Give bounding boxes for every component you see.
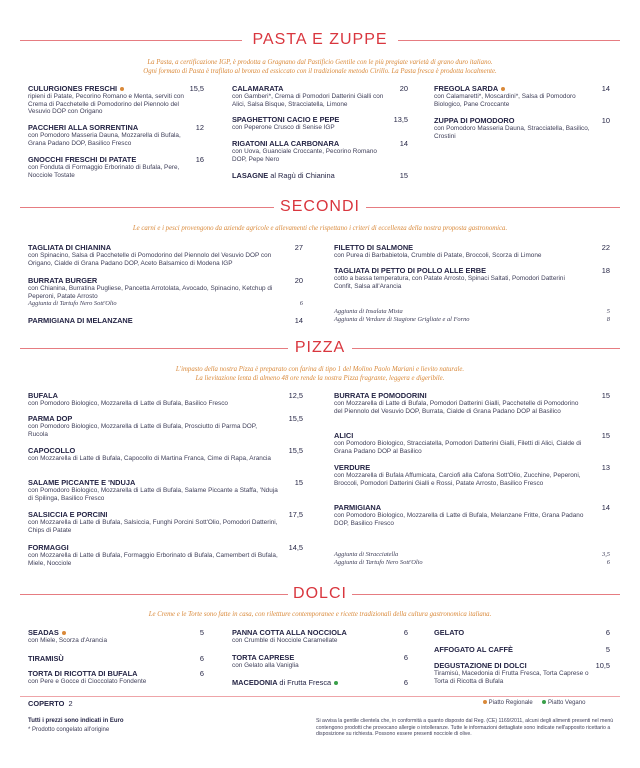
item-price: 14 <box>399 139 408 148</box>
item-name: TAGLIATA DI CHIANINA <box>28 243 112 252</box>
menu-item <box>232 115 392 132</box>
item-price: 5 <box>605 645 610 654</box>
item-price: 16 <box>195 155 204 164</box>
item-price: 27 <box>294 243 303 252</box>
allergen-note: Si avvisa la gentile clientela che, in conformità a quanto disposto dal Reg. (CE) 1169/2011, alcuni degli alimenti presenti nel menù contengono prodotti che provocano allergie o intolleranze. Tutte le informazioni dettagliate sono indicate nell'apposito ricettario a disposizione su richiesta. Possono essere presenti nocciole di olive. <box>316 718 614 738</box>
item-name: RIGATONI ALLA CARBONARA <box>232 139 340 148</box>
item-description: ripieni di Patate, Pecorino Romano e Menta, serviti con Crema di Pacchetelle di Pomodorino del Piennolo del Vesuvio DOP con Origano <box>28 93 184 116</box>
menu-item <box>28 123 188 147</box>
item-description: con Peperone Crusco di Senise IGP <box>232 124 335 131</box>
divider-line <box>366 207 620 208</box>
section-intro-secondi: Le carni e i pesci provengono da aziende agricole e allevamenti che rispettano i criteri di eccellenza della nostra proposta gastronomica. <box>132 225 508 232</box>
intro-line: L'impasto della nostra Pizza è preparato con farina di tipo 1 del Molino Paolo Mariani e lievito naturale. <box>175 366 465 373</box>
coperto-price: 2 <box>68 699 73 708</box>
legend-regional-label: Piatto Regionale <box>488 700 533 706</box>
item-price: 6 <box>403 653 408 662</box>
item-name: SPAGHETTONI CACIO E PEPE <box>232 115 340 124</box>
item-name: FREGOLA SARDA <box>434 84 499 93</box>
item-name: CALAMARATA <box>232 84 284 93</box>
item-price: 20 <box>294 276 303 285</box>
item-name: LASAGNE <box>232 171 269 180</box>
menu-item <box>28 654 178 663</box>
item-price: 15 <box>294 478 303 487</box>
section-header-dolci <box>0 585 640 603</box>
legend-vegan-label: Piatto Vegano <box>548 700 586 706</box>
divider-line <box>398 40 620 41</box>
menu-item <box>28 243 278 267</box>
item-price: 15 <box>601 431 610 440</box>
section-title-secondi: SECONDI <box>280 198 360 215</box>
menu-item <box>28 84 188 116</box>
extra-price: 5 <box>606 308 610 315</box>
item-price: 20 <box>399 84 408 93</box>
item-price: 6 <box>199 654 204 663</box>
intro-line: Ogni formato di Pasta è trafilato al bronzo ed essiccato con il tradizionale metodo Cirillo. La Pasta fresca è prodotta localmente. <box>143 68 497 75</box>
frozen-note: * Prodotto congelato all'origine <box>28 727 110 733</box>
section-title-pasta: PASTA E ZUPPE <box>252 31 388 48</box>
item-description: con Uova, Guanciale Croccante, Pecorino Romano DOP, Pepe Nero <box>232 148 377 163</box>
extra-addon: Aggiunta di Stracciatella <box>334 551 399 558</box>
item-price: 10 <box>601 116 610 125</box>
section-header-pizza <box>0 339 640 357</box>
item-name-suffix: di Frutta Fresca <box>279 678 332 687</box>
item-description: con Pere e Gocce di Cioccolato Fondente <box>28 678 147 685</box>
vegan-dot-icon <box>334 681 338 685</box>
item-description: con Mozzarella di Latte di Bufala, Capocollo di Martina Franca, Cime di Rapa, Arancia <box>28 455 271 462</box>
item-price: 14 <box>294 316 303 325</box>
item-name-suffix: al Ragù di Chianina <box>270 171 335 180</box>
regional-dot-icon <box>120 87 124 91</box>
menu-item <box>232 84 392 108</box>
item-name: DEGUSTAZIONE DI DOLCI <box>434 661 527 670</box>
item-price: 14 <box>601 84 610 93</box>
item-description: con Mozzarella di Latte di Bufala, Formaggio Erborinato di Bufala, Camembert di Bufala, Miele, Nocciole <box>28 552 278 567</box>
item-price: 22 <box>601 243 610 252</box>
menu-item <box>28 543 278 567</box>
item-description: con Mozzarella di Latte di Bufala, Salsiccia, Funghi Porcini Sott'Olio, Pomodori Datterini, Chips di Patate <box>28 519 278 534</box>
item-name: VERDURE <box>334 463 371 472</box>
section-intro-pizza <box>20 365 620 383</box>
menu-item <box>28 628 178 645</box>
item-description: con Pomodoro Biologico, Mozzarella di Latte di Bufala, Basilico Fresco <box>28 400 228 407</box>
item-price: 15,5 <box>288 446 303 455</box>
item-name: BURRATA E POMODORINI <box>334 391 427 400</box>
item-name: MACEDONIA <box>232 678 278 687</box>
item-name: CULURGIONES FRESCHI <box>28 84 118 93</box>
section-title-pizza: PIZZA <box>294 339 346 356</box>
menu-item <box>28 276 278 300</box>
item-price: 15 <box>601 391 610 400</box>
regional-dot-icon <box>62 631 66 635</box>
item-description: con Gamberi*, Crema di Pomodori Datterini Gialli con Alici, Salsa Bisque, Stracciatella, Limone <box>232 93 384 108</box>
legend <box>480 700 585 707</box>
vegan-dot-icon <box>542 700 546 704</box>
item-description: con Pomodoro Biologico, Mozzarella di Latte di Bufala, Salame Piccante a Staffa, 'Nduja di Spilinga, Basilico Fresco <box>28 487 278 502</box>
menu-item <box>334 391 584 415</box>
coperto-label: COPERTO <box>28 699 65 708</box>
item-description: con Miele, Scorza d'Arancia <box>28 637 108 644</box>
item-name: GNOCCHI FRESCHI DI PATATE <box>28 155 137 164</box>
menu-item <box>434 116 598 140</box>
item-name: PARMIGIANA DI MELANZANE <box>28 316 133 325</box>
item-description: con Pomodoro Biologico, Mozzarella di Latte di Bufala, Prosciutto di Parma DOP, Rucola <box>28 423 257 438</box>
item-price: 13 <box>601 463 610 472</box>
menu-item <box>232 678 392 687</box>
menu-item <box>28 155 188 179</box>
extra-addon: Aggiunta di Tartufo Nero Sott'Olio <box>334 559 423 566</box>
item-name: FORMAGGI <box>28 543 69 552</box>
menu-item <box>434 661 598 685</box>
regional-dot-icon <box>483 700 487 704</box>
menu-item <box>334 266 584 290</box>
item-price: 6 <box>199 669 204 678</box>
item-name: CAPOCOLLO <box>28 446 76 455</box>
item-name: FILETTO DI SALMONE <box>334 243 414 252</box>
menu-item <box>232 171 392 180</box>
item-name: PANNA COTTA ALLA NOCCIOLA <box>232 628 347 637</box>
item-price: 5 <box>199 628 204 637</box>
item-description: con Mozzarella di Latte di Bufala, Pomodori Datterini Gialli, Pacchetelle di Pomodorino del Piennolo del Vesuvio DOP, Burrata, Cialde di Grana Padano DOP al Basilico <box>334 400 579 415</box>
item-price: 17,5 <box>288 510 303 519</box>
extra-price: 3,5 <box>602 551 610 558</box>
coperto-row <box>28 699 73 708</box>
menu-item <box>28 316 278 325</box>
item-price: 6 <box>403 678 408 687</box>
menu-item <box>334 243 584 260</box>
section-header-secondi <box>0 198 640 216</box>
item-price: 13,5 <box>393 115 408 124</box>
extra-price: 8 <box>606 316 610 323</box>
item-price: 6 <box>403 628 408 637</box>
menu-item <box>28 414 278 438</box>
menu-item <box>434 645 598 654</box>
item-description: con Gelato alla Vaniglia <box>232 662 299 669</box>
item-description: cotto a bassa temperatura, con Patate Arrosto, Spinaci Saltati, Pomodori Datterini Confit, Salsa all'Arancia <box>334 275 565 290</box>
item-name: PACCHERI ALLA SORRENTINA <box>28 123 139 132</box>
menu-item <box>232 653 392 670</box>
item-name: TAGLIATA DI PETTO DI POLLO ALLE ERBE <box>334 266 487 275</box>
extra-addon: Aggiunta di Insalata Mista <box>334 308 403 315</box>
item-price: 12 <box>195 123 204 132</box>
menu-item <box>434 84 598 108</box>
item-name: ZUPPA DI POMODORO <box>434 116 515 125</box>
menu-item <box>434 628 598 637</box>
item-price: 14,5 <box>288 543 303 552</box>
menu-item <box>28 669 178 686</box>
item-name: PARMIGIANA <box>334 503 382 512</box>
item-name: SALAME PICCANTE E 'NDUJA <box>28 478 136 487</box>
menu-item <box>232 628 392 645</box>
item-price: 10,5 <box>595 661 610 670</box>
section-intro-pasta <box>20 58 620 76</box>
item-name: TORTA CAPRESE <box>232 653 295 662</box>
item-name: TIRAMISÙ <box>28 654 64 663</box>
menu-item <box>28 478 278 502</box>
item-price: 14 <box>601 503 610 512</box>
item-description: con Chianina, Burratina Pugliese, Pancetta Arrotolata, Avocado, Spinacino, Ketchup di Peperoni, Patate Arrosto <box>28 285 273 300</box>
item-description: con Calamaretti*, Moscardini*, Salsa di Pomodoro Biologico, Pane Croccante <box>434 93 576 108</box>
item-description: con Crumble di Nocciole Caramellate <box>232 637 338 644</box>
item-name: BUFALA <box>28 391 58 400</box>
item-price: 18 <box>601 266 610 275</box>
item-description: con Pomodoro Biologico, Mozzarella di Latte di Bufala, Melanzane Fritte, Grana Padano DOP, Basilico Fresco <box>334 512 584 527</box>
section-title-dolci: DOLCI <box>293 585 347 602</box>
menu-item <box>334 503 584 527</box>
item-name: SALSICCIA E PORCINI <box>28 510 108 519</box>
menu-item <box>28 391 278 408</box>
divider-line <box>352 594 620 595</box>
item-price: 15,5 <box>189 84 204 93</box>
item-description: con Pomodoro Masseria Dauna, Stracciatella, Basilico, Crostini <box>434 125 590 140</box>
item-price: 6 <box>605 628 610 637</box>
item-price: 15,5 <box>288 414 303 423</box>
item-name: BURRATA BURGER <box>28 276 98 285</box>
item-price: 15 <box>399 171 408 180</box>
item-name: SEADAS <box>28 628 59 637</box>
menu-item <box>334 463 584 487</box>
extra-price: 6 <box>606 559 610 566</box>
menu-item <box>28 446 278 463</box>
item-description: con Pomodoro Masseria Dauna, Mozzarella di Bufala, Grana Padano DOP, Basilico Fresco <box>28 132 181 147</box>
extra-addon: Aggiunta di Verdure di Stagione Grigliate e al Forno <box>334 316 470 323</box>
intro-line: La lievitazione lenta di almeno 48 ore rende la nostra Pizza fragrante, leggera e digeribile. <box>195 375 445 382</box>
item-description: Tiramisù, Macedonia di Frutta Fresca, Torta Caprese o Torta di Ricotta di Bufala <box>434 670 589 685</box>
item-description: con Spinacino, Salsa di Pacchetelle di Pomodorino del Piennolo del Vesuvio DOP con Origano, Cialde di Grana Padano DOP, Aceto Balsamico di Modena IGP <box>28 252 272 267</box>
item-name: TORTA DI RICOTTA DI BUFALA <box>28 669 138 678</box>
extra-addon: Aggiunta di Tartufo Nero Sott'Olio <box>28 300 117 307</box>
section-intro-dolci: Le Creme e le Torte sono fatte in casa, con rilettture contemporanee e ricette tradizionali della cultura gastronomica italiana. <box>148 611 492 618</box>
footer-divider <box>20 696 620 697</box>
item-description: con Mozzarella di Bufala Affumicata, Carciofi alla Cafona Sott'Olio, Zucchine, Peperoni, Broccoli, Pomodori Datterini Gialli e Rossi, Patate Arrosto, Basilico Fresco <box>334 472 581 487</box>
item-name: GELATO <box>434 628 465 637</box>
item-name: AFFOGATO AL CAFFÈ <box>434 645 513 654</box>
item-description: con Purea di Barbabietola, Crumble di Patate, Broccoli, Scorza di Limone <box>334 252 542 259</box>
menu-item <box>334 431 584 455</box>
divider-line <box>352 348 620 349</box>
menu-item <box>28 510 278 534</box>
menu-item <box>232 139 392 163</box>
item-name: ALICI <box>334 431 354 440</box>
item-description: con Pomodoro Biologico, Stracciatella, Pomodori Datterini Gialli, Filetti di Alici, Cialde di Grana Padano DOP al Basilico <box>334 440 582 455</box>
item-description: con Fonduta di Formaggio Erborinato di Bufala, Pere, Nocciole Tostate <box>28 164 180 179</box>
intro-line: La Pasta, a certificazione IGP, è prodotta a Gragnano dal Pastificio Gentile con le più pregiate varietà di grano duro italiano. <box>147 59 493 66</box>
regional-dot-icon <box>501 87 505 91</box>
prices-note: Tutti i prezzi sono indicati in Euro <box>28 718 124 724</box>
section-header-pasta <box>0 31 640 49</box>
item-name: PARMA DOP <box>28 414 73 423</box>
extra-price: 6 <box>299 300 303 307</box>
item-price: 12,5 <box>288 391 303 400</box>
